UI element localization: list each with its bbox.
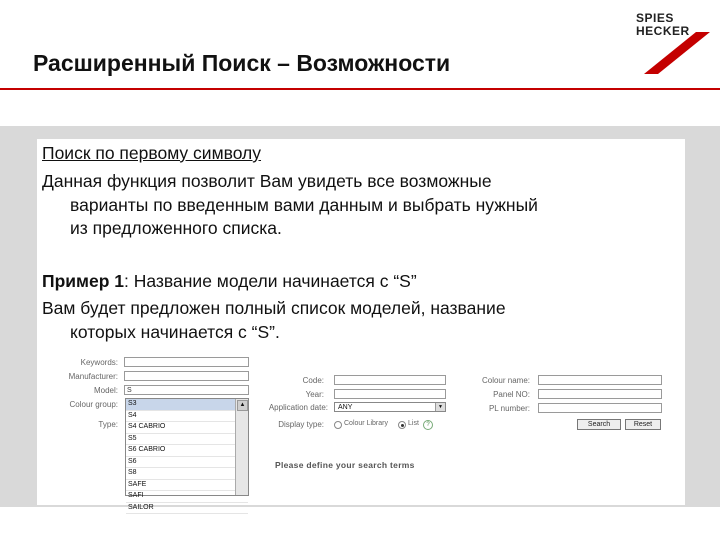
paragraph-2-line-2: которых начинается с “S”. [70, 322, 280, 342]
status-message: Please define your search terms [275, 460, 415, 470]
manufacturer-label: Manufacturer: [68, 372, 118, 381]
pl-number-label: PL number: [488, 404, 530, 413]
reset-button[interactable]: Reset [625, 419, 661, 430]
code-label: Code: [302, 376, 324, 385]
spies-hecker-logo [630, 10, 708, 74]
keywords-label: Keywords: [80, 358, 118, 367]
slide-title: Расширенный Поиск – Возможности [33, 50, 451, 76]
type-label: Type: [98, 420, 118, 429]
year-label: Year: [305, 390, 324, 399]
list-item[interactable]: S3 [126, 399, 248, 411]
application-date-label: Application date: [268, 403, 328, 412]
list-item[interactable]: S6 CABRIO [126, 445, 248, 457]
example-text: : Название модели начинается с “S” [124, 271, 417, 291]
list-scrollbar[interactable] [235, 399, 248, 495]
logo-word-spies: SPIES [636, 11, 674, 25]
list-item[interactable]: S5 [126, 434, 248, 446]
display-colour-library-radio[interactable] [334, 421, 342, 429]
help-icon[interactable]: ? [423, 420, 433, 430]
application-date-value: ANY [338, 404, 353, 411]
paragraph-2-line-1: Вам будет предложен полный список моделей, название [42, 298, 506, 318]
pl-number-input[interactable] [538, 403, 662, 413]
list-item[interactable]: SAFE [126, 480, 248, 492]
colour-group-label: Colour group: [69, 400, 118, 409]
colour-name-input[interactable] [538, 375, 662, 385]
display-type-label: Display type: [278, 420, 324, 429]
list-item[interactable]: S4 CABRIO [126, 422, 248, 434]
panel-no-label: Panel NO: [493, 390, 530, 399]
list-item[interactable]: SAILOR [126, 503, 248, 515]
header-divider [0, 88, 720, 90]
display-list-label: List [408, 420, 419, 427]
paragraph-1-line-1: Данная функция позволит Вам увидеть все возможные [42, 171, 492, 191]
search-form-screenshot [64, 356, 684, 511]
chevron-down-icon: ▼ [435, 403, 445, 411]
paragraph-1-line-3: из предложенного списка. [70, 218, 282, 238]
logo-slash-icon [644, 32, 710, 74]
logo-word-hecker: HECKER [636, 24, 690, 38]
section-heading: Поиск по первому символу [42, 143, 262, 163]
list-item[interactable]: S4 [126, 411, 248, 423]
example-label: Пример 1 [42, 271, 124, 291]
keywords-input[interactable] [124, 357, 249, 367]
list-item[interactable]: S8 [126, 468, 248, 480]
search-button[interactable]: Search [577, 419, 621, 430]
list-item[interactable]: S6 [126, 457, 248, 469]
colour-name-label: Colour name: [481, 376, 530, 385]
model-input[interactable]: S [124, 385, 249, 395]
model-autocomplete-list[interactable] [125, 398, 249, 511]
scroll-up-icon[interactable]: ▲ [237, 400, 248, 411]
display-colour-library-label: Colour Library [344, 420, 388, 427]
panel-no-input[interactable] [538, 389, 662, 399]
paragraph-1-line-2: варианты по введенным вами данным и выбрать нужный [70, 195, 538, 215]
list-item[interactable]: SAFI [126, 491, 248, 503]
example-line [42, 271, 417, 291]
display-list-radio[interactable] [398, 421, 406, 429]
model-label: Model: [93, 386, 118, 395]
